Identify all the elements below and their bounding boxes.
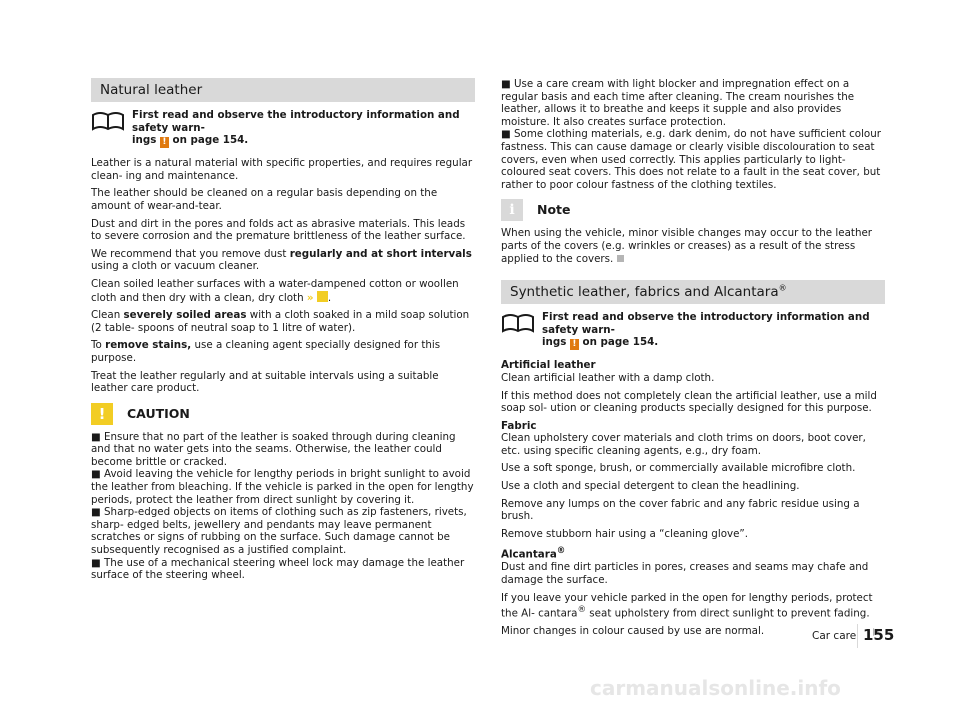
left-column [91, 78, 475, 582]
section-title: Natural leather [100, 82, 203, 98]
subheading-artificial-leather: Artificial leather [501, 359, 596, 372]
paragraph: Treat the leather regularly and at suitable intervals using a suitable leather care product. [91, 369, 439, 395]
read-first-line-1: First read and observe the introductory information and safety warn- [132, 109, 460, 134]
section-header-natural-leather [91, 78, 475, 102]
caution-item: ■ Ensure that no part of the leather is soaked through during cleaning and that no water gets into the seams. Otherwise, the leather could become brittle or cracked. [91, 430, 456, 468]
right-column [501, 78, 885, 643]
caution-item: ■ The use of a mechanical steering wheel lock may damage the leather surface of the steering wheel. [91, 556, 465, 582]
caution-callout [91, 403, 475, 425]
paragraph: We recommend that you remove dust regularly and at short intervals using a cloth or vacuum cleaner. [91, 247, 472, 273]
paragraph: Clean upholstery cover materials and cloth trims on doors, boot cover, etc. using specific cleaning agents, e.g., dry foam. [501, 432, 866, 457]
paragraph: Leather is a natural material with specific properties, and requires regular clean- ing and maintenance. [91, 157, 473, 182]
note-callout [501, 199, 885, 221]
read-first-line-2: ings ! on page 154. [542, 336, 659, 350]
spacer [501, 270, 885, 280]
info-icon: i [501, 199, 523, 221]
caution-list [91, 431, 475, 582]
paragraph: Dust and fine dirt particles in pores, creases and seams may chafe and damage the surface. [501, 561, 869, 587]
paragraph: If you leave your vehicle parked in the open for lengthy periods, protect the Al- cantara® seat upholstery from direct sunlight to prevent fading. [501, 591, 873, 620]
cross-reference-arrow[interactable]: » [306, 291, 314, 304]
paragraph: Remove any lumps on the cover fabric and any fabric residue using a brush. [501, 497, 860, 523]
watermark: carmanualsonline.info [590, 676, 841, 700]
paragraph: If this method does not completely clean the artificial leather, use a mild soap sol- ution or cleaning products specially designed for this purpose. [501, 389, 877, 415]
paragraph: The leather should be cleaned on a regular basis depending on the amount of wear-and-tear. [91, 187, 438, 212]
end-of-section-icon [617, 255, 624, 262]
caution-item: ■ Avoid leaving the vehicle for lengthy periods in bright sunlight to avoid the leather from bleaching. If the vehicle is parked in the open for lengthy periods, protect the leather from direct sunlight by covering it. [91, 468, 474, 506]
footer-divider [857, 624, 858, 648]
caution-item: ■ Sharp-edged objects on items of clothing such as zip fasteners, rivets, sharp- edged belts, jewellery and pendants may leave permanent scratches or signs of rubbing on the surface. Such damage cannot be subsequently recognised as a justified complaint. [91, 506, 467, 557]
caution-item: ■ Some clothing materials, e.g. dark denim, do not have sufficient colour fastness. This can cause damage or clearly visible discolouration to seat covers, even when used correctly. This applies particularly to light-coloured seat covers. This does not relate to a fault in the seat cover, but rather to poor colour fastness of the clothing textiles. [501, 128, 881, 191]
paragraph: Remove stubborn hair using a “cleaning glove”. [501, 527, 749, 540]
paragraph: Clean artificial leather with a damp cloth. [501, 371, 715, 384]
read-first-line-2: ings ! on page 154. [132, 134, 249, 148]
paragraph: Use a cloth and special detergent to clean the headlining. [501, 480, 800, 493]
caution-list-continued [501, 78, 885, 191]
subheading-alcantara: Alcantara® [501, 546, 566, 561]
paragraph: Dust and dirt in the pores and folds act as abrasive materials. This leads to severe corrosion and the premature brittleness of the leather surface. [91, 217, 466, 243]
caution-item: ■ Use a care cream with light blocker and impregnation effect on a regular basis and each time after cleaning. The cream nourishes the leather, allows it to breathe and keeps it supple and also provides moisture. It also creates surface protection. [501, 78, 855, 128]
paragraph: Minor changes in colour caused by use are normal. [501, 625, 885, 638]
warning-icon: ! [570, 339, 579, 350]
note-text: When using the vehicle, minor visible changes may occur to the leather parts of the covers (e.g. wrinkles or creases) as a result of the stress applied to the covers. [501, 227, 873, 265]
read-first-line-1: First read and observe the introductory information and safety warn- [542, 311, 870, 336]
section-header-synthetic-leather: Synthetic leather, fabrics and Alcantara® [501, 280, 885, 304]
paragraph: To remove stains, use a cleaning agent specially designed for this purpose. [91, 339, 441, 364]
section-title: Synthetic leather, fabrics and Alcantara [510, 284, 779, 301]
open-book-icon [501, 311, 535, 333]
paragraph: Clean soiled leather surfaces with a water-dampened cotton or woollen cloth and then dry with a clean, dry cloth » . [91, 277, 459, 304]
note-title: Note [537, 202, 571, 218]
footer-section-label: Car care [812, 630, 857, 642]
paragraph: Clean severely soiled areas with a cloth soaked in a mild soap solution (2 table- spoons of neutral soap to 1 litre of water). [91, 309, 470, 334]
page-number: 155 [863, 626, 895, 644]
open-book-icon [91, 109, 125, 131]
caution-title: CAUTION [127, 405, 190, 421]
read-first-notice [501, 311, 885, 350]
caution-reference-icon[interactable] [317, 291, 328, 302]
caution-icon: ! [91, 403, 113, 425]
paragraph: Use a soft sponge, brush, or commercially available microfibre cloth. [501, 462, 856, 475]
subheading-fabric: Fabric [501, 419, 537, 432]
read-first-notice [91, 109, 475, 148]
warning-icon: ! [160, 137, 169, 148]
